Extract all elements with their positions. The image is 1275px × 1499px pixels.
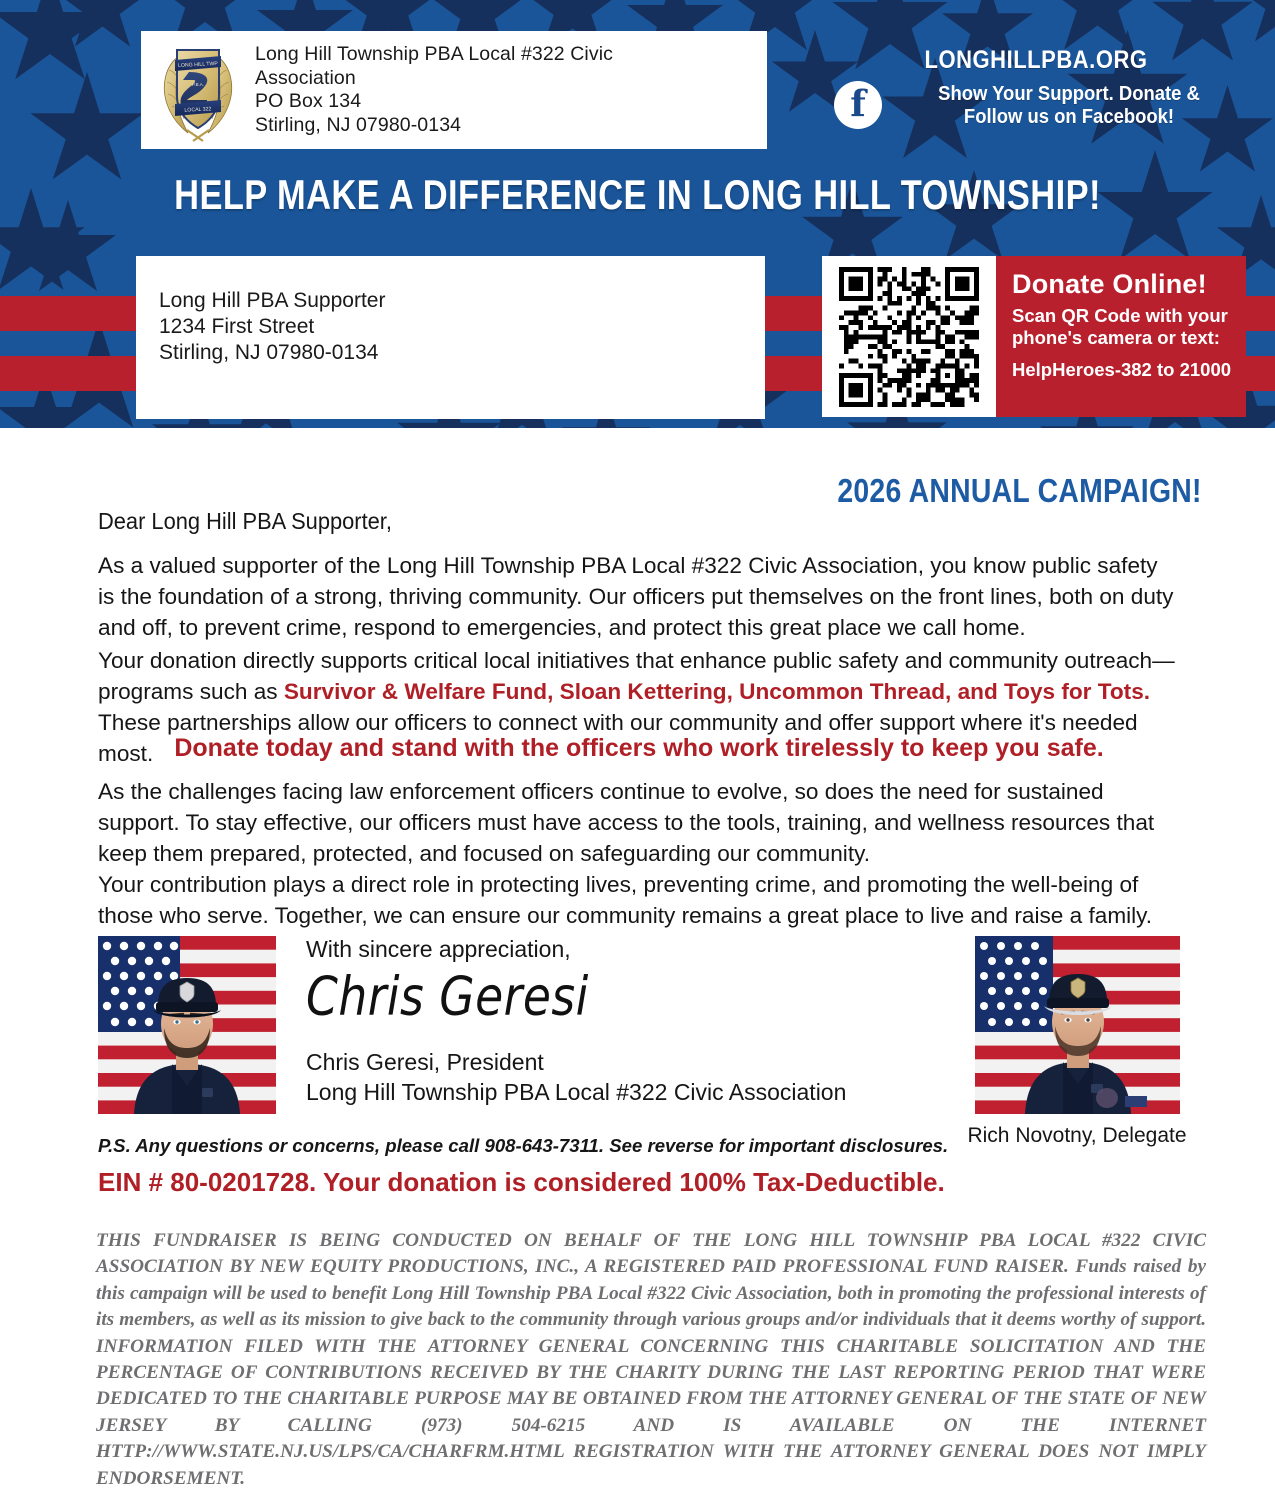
president-photo	[98, 936, 276, 1114]
letter-body	[0, 428, 1275, 1499]
return-address-po-box: PO Box 134	[255, 90, 362, 112]
postscript-line: P.S. Any questions or concerns, please call 908-643-7311. See reverse for important disclosures.	[98, 1135, 949, 1156]
donate-text-panel	[996, 256, 1246, 417]
signature-closing: With sincere appreciation,	[306, 936, 571, 962]
donate-callout: Donate today and stand with the officers who work tirelessly to keep you safe.	[174, 734, 1104, 762]
delegate-caption: Rich Novotny, Delegate	[967, 1124, 1187, 1147]
social-line-2: Follow us on Facebook!	[963, 105, 1175, 128]
return-address-city-state-zip: Stirling, NJ 07980-0134	[255, 113, 462, 136]
donate-instruction	[1012, 305, 1236, 349]
donate-instruction-line-2: phone's camera or text:	[1012, 327, 1220, 348]
recipient-city-state-zip: Stirling, NJ 07980-0134	[159, 341, 379, 364]
letter-paragraph-4: Your contribution plays a direct role in protecting lives, preventing crime, and promoting the well-being of those who serve. Together, we can ensure our community remains a great place to live and raise a family.	[98, 872, 1153, 928]
svg-text:P.B.A.: P.B.A.	[192, 82, 204, 87]
banner-headline: HELP MAKE A DIFFERENCE IN LONG HILL TOWNSHIP!	[174, 171, 1101, 218]
return-address-block	[141, 31, 767, 149]
letter-paragraph-1: As a valued supporter of the Long Hill Township PBA Local #322 Civic Association, you know public safety is the foundation of a strong, thriving community. Our officers put themselves on the front lines, both on duty and off, to prevent crime, respond to emergencies, and protect this great place we call home.	[98, 553, 1174, 640]
pba-badge-logo	[155, 38, 241, 142]
social-line-1: Show Your Support. Donate &	[938, 82, 1200, 105]
program-list-emphasis: Survivor & Welfare Fund, Sloan Kettering, Uncommon Thread, and Toys for Tots.	[283, 679, 1151, 704]
signer-organization: Long Hill Township PBA Local #322 Civic Association	[306, 1079, 847, 1105]
header-banner	[0, 0, 1275, 428]
return-address-org-line1: Long Hill Township PBA Local #322 Civic	[255, 43, 613, 65]
campaign-heading: 2026 ANNUAL CAMPAIGN!	[837, 472, 1202, 509]
qr-code-frame	[822, 256, 996, 417]
salutation: Dear Long Hill PBA Supporter,	[98, 508, 392, 534]
recipient-name: Long Hill PBA Supporter	[159, 289, 386, 312]
signer-name-title: Chris Geresi, President	[306, 1049, 544, 1075]
legal-disclaimer: THIS FUNDRAISER IS BEING CONDUCTED ON BEHALF OF THE LONG HILL TOWNSHIP PBA LOCAL #322 CIVIC ASSOCIATION BY NEW EQUITY PRODUCTIONS, INC., A REGISTERED PAID PROFESSIONAL FUND RAISER. Funds raised by this campaign will be used to benefit Long Hill Township PBA Local #322 Civic Association, both in promoting the professional interests of its members, as well as its mission to give back to the community through various groups and/or individuals that it deems worthy of support. INFORMATION FILED WITH THE ATTORNEY GENERAL CONCERNING THIS CHARITABLE SOLICITATION AND THE PERCENTAGE OF CONTRIBUTIONS RECEIVED BY THE CHARITY DURING THE LAST REPORTING PERIOD THAT WERE DEDICATED TO THE CHARITABLE PURPOSE MAY BE OBTAINED FROM THE ATTORNEY GENERAL OF THE STATE OF NEW JERSEY BY CALLING (973) 504-6215 AND IS AVAILABLE ON THE INTERNET HTTP://WWW.STATE.NJ.US/LPS/CA/CHARFRM.HTML REGISTRATION WITH THE ATTORNEY GENERAL DOES NOT IMPLY ENDORSEMENT.	[96, 1230, 1206, 1489]
letter-paragraph-3: As the challenges facing law enforcement officers continue to evolve, so does the need for sustained support. To stay effective, our officers must have access to the tools, training, and wellness resources that keep them prepared, protected, and focused on safeguarding our community.	[98, 779, 1155, 866]
paragraph-2-lead: Your donation directly supports critical local initiatives that enhance public safety and community outreach—programs such as	[98, 648, 1175, 704]
delegate-block	[967, 936, 1187, 1148]
donate-title: Donate Online!	[1012, 269, 1207, 299]
ein-tax-line: EIN # 80-0201728. Your donation is considered 100% Tax-Deductible.	[98, 1167, 945, 1197]
qr-code-image[interactable]	[839, 267, 979, 407]
website-social-block	[826, 46, 1246, 129]
recipient-address-text	[159, 288, 765, 366]
facebook-icon[interactable]	[834, 81, 882, 129]
svg-text:LOCAL 322: LOCAL 322	[184, 106, 212, 114]
return-address-org-line2: Association	[255, 66, 356, 89]
handwritten-signature: Chris Geresi	[306, 965, 589, 1028]
recipient-address-window	[136, 256, 765, 419]
website-url-text[interactable]: LONGHILLPBA.ORG	[924, 46, 1148, 74]
donate-instruction-line-1: Scan QR Code with your	[1012, 305, 1228, 326]
svg-text:LONG HILL TWP: LONG HILL TWP	[177, 60, 218, 70]
donate-online-panel	[822, 256, 1246, 417]
recipient-street: 1234 First Street	[159, 315, 315, 338]
delegate-photo	[975, 936, 1180, 1114]
paragraph-2-tail: These partnerships allow our officers to connect with our community and offer support where it's needed most.	[98, 710, 1138, 766]
return-address-text	[255, 43, 613, 137]
social-call-to-action	[910, 82, 1229, 128]
donate-text-keyword: HelpHeroes-382 to 21000	[1012, 359, 1232, 380]
social-row	[826, 81, 1246, 129]
signature-text-column	[306, 936, 846, 1107]
